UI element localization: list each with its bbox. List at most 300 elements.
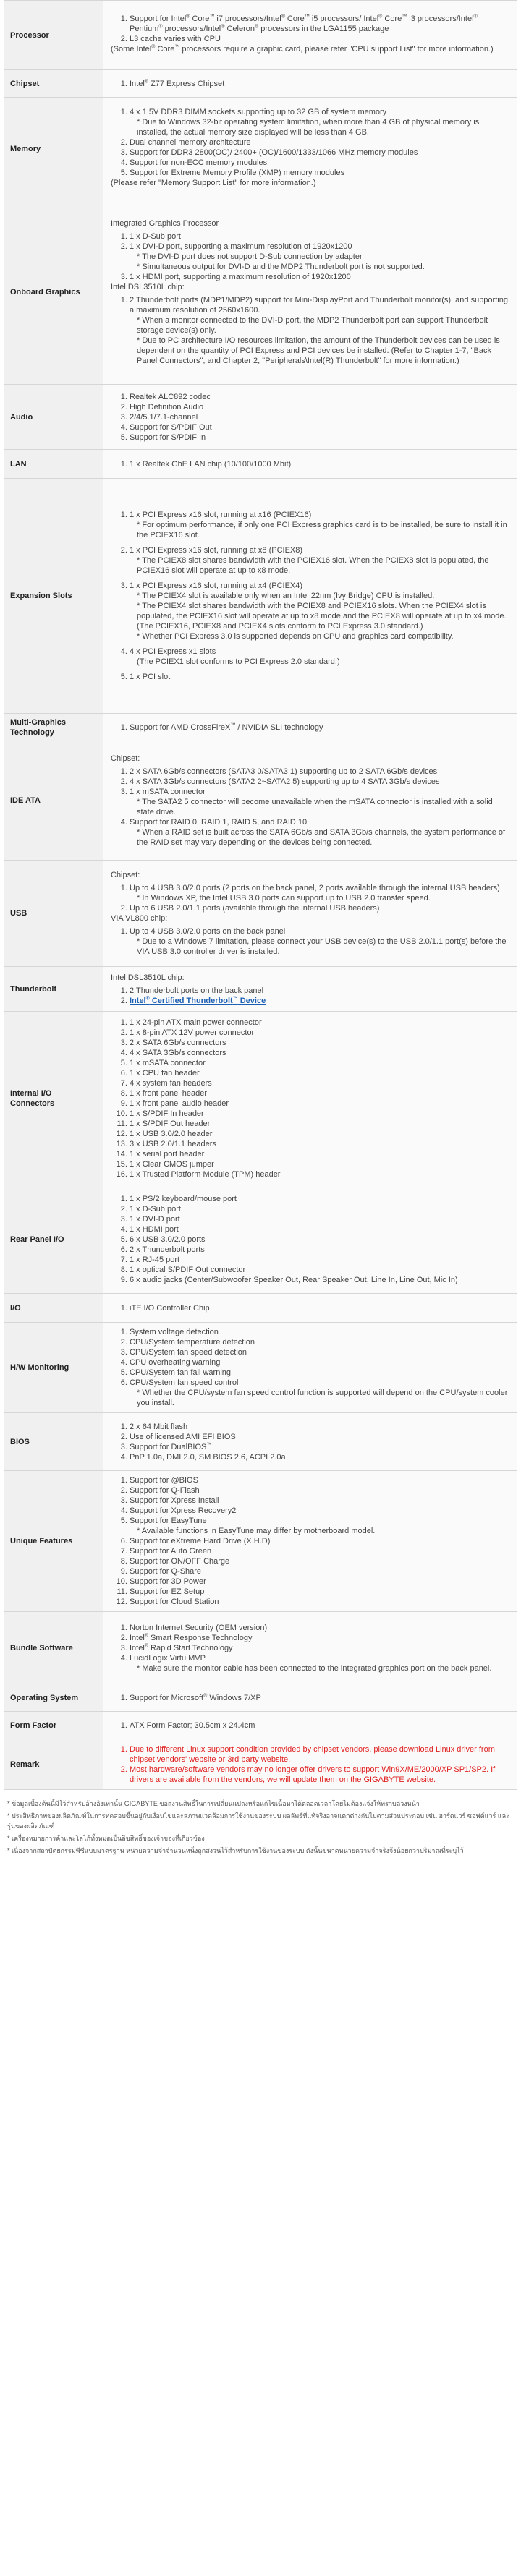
spec-list-item (130, 1028, 509, 1038)
spec-list-item (130, 1347, 509, 1357)
spec-item-text: 4 x SATA 3Gb/s connectors (130, 1048, 226, 1057)
spec-list (111, 1422, 509, 1462)
spec-label: Bundle Software (4, 1612, 103, 1684)
spec-row-multi-graphics-technology (4, 714, 517, 741)
spec-item-text: Up to 6 USB 2.0/1.1 ports (available through the internal USB headers) (130, 904, 380, 913)
spec-item-text: CPU/System fan fail warning (130, 1368, 231, 1377)
spec-row-thunderbolt (4, 967, 517, 1012)
spec-list-item (130, 1452, 509, 1462)
spec-item-text: 6 x audio jacks (Center/Subwoofer Speaker Out, Rear Speaker Out, Line In, Line Out, Mic In) (130, 1275, 458, 1284)
spec-list-item (130, 510, 509, 545)
spec-item-text: 4 x 1.5V DDR3 DIMM sockets supporting up to 32 GB of system memory (130, 107, 387, 116)
spec-list (111, 392, 509, 443)
spec-note: * Available functions in EasyTune may differ by motherboard model. (137, 1527, 376, 1535)
spec-item-text: Support for EZ Setup (130, 1587, 205, 1596)
spec-note: * Make sure the monitor cable has been connected to the integrated graphics port on the back panel. (137, 1663, 492, 1673)
spec-label: Rear Panel I/O (4, 1185, 103, 1294)
spec-row-expansion-slots (4, 479, 517, 714)
spec-list-item (130, 1587, 509, 1597)
spec-item-text: 6 x USB 3.0/2.0 ports (130, 1234, 206, 1244)
spec-label: Internal I/O Connectors (4, 1012, 103, 1185)
spec-item-text: CPU/System temperature detection (130, 1338, 255, 1347)
spec-list-item (130, 1597, 509, 1607)
spec-list (111, 14, 509, 44)
spec-item-text: Support for RAID 0, RAID 1, RAID 5, and RAID 10 (130, 818, 308, 827)
spec-list-item (130, 295, 509, 366)
spec-value (103, 1712, 517, 1739)
spec-list-item (130, 432, 509, 443)
spec-item-text: 1 x mSATA connector (130, 788, 206, 796)
spec-item-text: 1 x PCI Express x16 slot, running at x16 (PCIEX16) (130, 511, 312, 519)
spec-note: * In Windows XP, the Intel USB 3.0 ports can support up to USB 2.0 transfer speed. (137, 894, 431, 903)
spec-value (103, 479, 517, 714)
spec-value (103, 98, 517, 200)
spec-item-text: Support for AMD CrossFireX™ / NVIDIA SLI technology (130, 722, 323, 732)
spec-item-text: Use of licensed AMI EFI BIOS (130, 1432, 236, 1441)
spec-value (103, 1, 517, 70)
spec-list-item (130, 986, 509, 996)
spec-item-text: 2 x Thunderbolt ports (130, 1245, 205, 1254)
spec-row-ide-ata (4, 741, 517, 861)
spec-row-remark (4, 1739, 517, 1790)
spec-list-item (130, 148, 509, 158)
spec-label: USB (4, 861, 103, 967)
spec-list-item (130, 137, 509, 148)
spec-list-item (130, 1643, 509, 1653)
spec-list-item (130, 1159, 509, 1169)
spec-item-text: 1 x Realtek GbE LAN chip (10/100/1000 Mbit) (130, 459, 292, 469)
spec-note: (The PCIEX1 slot conforms to PCI Express 2.0 standard.) (137, 657, 340, 666)
spec-list-item (130, 545, 509, 581)
spec-label: Multi-Graphics Technology (4, 714, 103, 741)
spec-row-operating-system (4, 1684, 517, 1712)
spec-list-item (130, 1204, 509, 1214)
spec-item-text: 3 x USB 2.0/1.1 headers (130, 1139, 216, 1148)
item-spacer (130, 667, 509, 672)
spec-item-text: 1 x RJ-45 port (130, 1255, 180, 1264)
specification-table (4, 0, 517, 1790)
spec-label: Operating System (4, 1684, 103, 1712)
spec-list-item (130, 1422, 509, 1432)
spec-item-text: 1 x HDMI port, supporting a maximum resolution of 1920x1200 (130, 273, 351, 281)
spec-label: H/W Monitoring (4, 1323, 103, 1413)
spec-list-item (130, 242, 509, 272)
spec-item-text: Support for Auto Green (130, 1547, 212, 1556)
spec-value (103, 450, 517, 479)
spec-list-item (130, 926, 509, 957)
spec-label: IDE ATA (4, 741, 103, 861)
spec-list-item (130, 1048, 509, 1058)
spec-item-text: Due to different Linux support condition provided by chipset vendors, please download Linux driver from chipset vendors' website or 3rd party website. (130, 1744, 495, 1764)
spec-item-text: Support for DDR3 2800(OC)/ 2400+ (OC)/1600/1333/1066 MHz memory modules (130, 148, 418, 157)
spec-value (103, 1612, 517, 1684)
spec-row-unique-features (4, 1471, 517, 1612)
spec-value (103, 70, 517, 98)
spec-item-text: 1 x D-Sub port (130, 1204, 181, 1214)
spec-item-text: 1 x D-Sub port (130, 232, 181, 241)
spec-item-text: 1 x USB 3.0/2.0 header (130, 1129, 213, 1138)
spec-row-chipset (4, 70, 517, 98)
spec-list-item (130, 1088, 509, 1099)
spec-item-text: Support for Extreme Memory Profile (XMP) memory modules (130, 168, 345, 177)
spec-list-item (130, 1303, 509, 1313)
spec-value (103, 1185, 517, 1294)
spec-list-item (130, 1337, 509, 1347)
spec-item-text: Up to 4 USB 3.0/2.0 ports (2 ports on the back panel, 2 ports available through the internal USB headers) (130, 884, 500, 892)
spec-item-text: 1 x DVI-D port, supporting a maximum resolution of 1920x1200 (130, 242, 352, 251)
spec-list-item (130, 1327, 509, 1337)
spec-value (103, 1323, 517, 1413)
spec-item-text: ATX Form Factor; 30.5cm x 24.4cm (130, 1720, 255, 1730)
item-spacer (130, 576, 509, 581)
footnote: * ข้อมูลเบื้องต้นนี้มีไว้สำหรับอ้างอิงเท่านั้น GIGABYTE ขอสงวนสิทธิ์ในการเปลี่ยนแปลงหรือแก้ไขเนื้อหาได้ตลอดเวลาโดยไม่ต้องแจ้งให้ทราบล่วงหน้า (7, 1800, 420, 1807)
spec-value (103, 1471, 517, 1612)
spec-label: Memory (4, 98, 103, 200)
thunderbolt-device-link[interactable]: Intel® Certified Thunderbolt™ Device (130, 995, 266, 1005)
spec-item-text: 1 x front panel audio header (130, 1099, 229, 1108)
spec-list (111, 79, 509, 89)
spec-label: I/O (4, 1294, 103, 1323)
spec-item-text: High Definition Audio (130, 402, 204, 411)
spec-item-text: Intel® Smart Response Technology (130, 1632, 253, 1642)
spec-value (103, 200, 517, 385)
spec-list-item (130, 1368, 509, 1378)
spec-label: Chipset (4, 70, 103, 98)
spec-note: * When a monitor connected to the DVI-D port, the MDP2 Thunderbolt port can support Thunderbolt storage device(s) only. (137, 316, 488, 335)
spec-row-onboard-graphics (4, 200, 517, 385)
spec-item-text: 1 x serial port header (130, 1149, 205, 1159)
spec-list (111, 1744, 509, 1785)
spec-list (111, 1303, 509, 1313)
spec-list-item (130, 1506, 509, 1516)
spec-item-text: 4 x SATA 3Gb/s connectors (SATA2 2~SATA2 5) supporting up to 4 SATA 3Gb/s devices (130, 777, 440, 786)
spec-list (111, 510, 509, 682)
spec-item-text: Dual channel memory architecture (130, 137, 251, 147)
spec-list-item (130, 1496, 509, 1506)
spec-list-item (130, 1139, 509, 1149)
spec-row-audio (4, 385, 517, 450)
spec-list (111, 459, 509, 469)
spec-note: * Whether the CPU/system fan speed control function is supported will depend on the CPU/system cooler you install. (137, 1389, 508, 1407)
spec-note: * Due to a Windows 7 limitation, please connect your USB device(s) to the USB 2.0/1.1 port(s) before the VIA USB 3.0 controller driver is installed. (137, 937, 507, 956)
spec-row-h-w-monitoring (4, 1323, 517, 1413)
spec-list (111, 1623, 509, 1673)
spec-item-text: 1 x S/PDIF In header (130, 1109, 204, 1118)
spec-row-i-o (4, 1294, 517, 1323)
spec-list-item (130, 1633, 509, 1643)
spec-item-text: 1 x PCI Express x16 slot, running at x4 (PCIEX4) (130, 581, 303, 590)
spec-item-text: 4 x PCI Express x1 slots (130, 647, 216, 656)
spec-value (103, 714, 517, 741)
spec-list-item (130, 412, 509, 422)
spec-label: Form Factor (4, 1712, 103, 1739)
spec-list-item (130, 459, 509, 469)
spec-item-text: 1 x PS/2 keyboard/mouse port (130, 1194, 237, 1203)
spec-paragraph: (Some Intel® Core™ processors require a graphic card, please refer "CPU support List" for more information.) (111, 43, 494, 54)
spec-item-text: Norton Internet Security (OEM version) (130, 1623, 268, 1632)
spec-list-item (130, 1068, 509, 1078)
spec-value (103, 1012, 517, 1185)
spec-label: Remark (4, 1739, 103, 1790)
spec-value (103, 967, 517, 1012)
spec-label: BIOS (4, 1413, 103, 1471)
footnote: * เครื่องหมายการค้าและโลโก้ทั้งหมดเป็นลิขสิทธิ์ของเจ้าของที่เกี่ยวข้อง (7, 1835, 205, 1842)
spec-row-processor (4, 1, 517, 70)
spec-list-item (130, 158, 509, 168)
spec-note: * The PCIEX4 slot is available only when an Intel 22nm (Ivy Bridge) CPU is installed. (137, 592, 435, 600)
spec-row-lan (4, 450, 517, 479)
spec-note: * The PCIEX4 slot shares bandwidth with the PCIEX8 and PCIEX16 slots. When the PCIEX4 slot is populated, the PCIEX16 slot will operate at up to x8 mode and the PCIEX8 will operate at up to x4 mode. (137, 602, 507, 620)
spec-list (111, 1327, 509, 1408)
spec-list (111, 883, 509, 913)
spec-list-item (130, 581, 509, 647)
item-spacer (130, 641, 509, 647)
spec-note: * The PCIEX8 slot shares bandwidth with the PCIEX16 slot. When the PCIEX8 slot is populated, the PCIEX16 slot will operate at up to x8 mode. (137, 556, 489, 575)
spec-list-item (130, 787, 509, 817)
spec-list-item (130, 1214, 509, 1224)
spec-item-text: PnP 1.0a, DMI 2.0, SM BIOS 2.6, ACPI 2.0a (130, 1452, 286, 1462)
spec-list-item (130, 1265, 509, 1275)
spec-list-item (130, 1623, 509, 1633)
spec-item-text: Support for Microsoft® Windows 7/XP (130, 1692, 261, 1702)
spec-list-item (130, 168, 509, 178)
spec-item-text: CPU/System fan speed control (130, 1378, 239, 1387)
spec-list-item (130, 1129, 509, 1139)
spec-paragraph: Integrated Graphics Processor (111, 219, 219, 228)
spec-item-text: 1 x optical S/PDIF Out connector (130, 1265, 246, 1274)
spec-item-text: iTE I/O Controller Chip (130, 1303, 210, 1313)
spec-item-text: Support for eXtreme Hard Drive (X.H.D) (130, 1537, 271, 1545)
spec-item-text: Support for Xpress Recovery2 (130, 1506, 237, 1515)
spec-value (103, 1739, 517, 1790)
spec-list (111, 107, 509, 178)
spec-list (111, 231, 509, 282)
spec-item-text: 1 x PCI slot (130, 673, 171, 681)
spec-item-text: 1 x HDMI port (130, 1224, 179, 1234)
spec-note: * Simultaneous output for DVI-D and the MDP2 Thunderbolt port is not supported. (137, 263, 425, 271)
spec-list-item (130, 1255, 509, 1265)
spec-item-text: Support for ON/OFF Charge (130, 1557, 230, 1566)
spec-item-text: 1 x 8-pin ATX 12V power connector (130, 1028, 255, 1037)
spec-item-text: 2/4/5.1/7.1-channel (130, 412, 198, 422)
spec-list-item (130, 1099, 509, 1109)
spec-list-item (130, 777, 509, 787)
spec-list-item (130, 1224, 509, 1234)
spec-list-item (130, 1744, 509, 1765)
spec-label: Audio (4, 385, 103, 450)
spec-item-text: 1 x CPU fan header (130, 1068, 200, 1078)
spec-item-text: Support for Intel® Core™ i7 processors/Intel® Core™ i5 processors/ Intel® Core™ i3 processors/Intel® Pentium® processors/Intel® Celeron® processors in the LGA1155 package (130, 13, 478, 33)
spec-list-item (130, 402, 509, 412)
spec-list-item (130, 1058, 509, 1068)
spec-note: * For optimum performance, if only one PCI Express graphics card is to be installed, be sure to install it in the PCIEX16 slot. (137, 521, 507, 539)
spec-note: * The DVI-D port does not support D-Sub connection by adapter. (137, 252, 365, 261)
spec-note: * The SATA2 5 connector will become unavailable when the mSATA connector is installed with a solid state drive. (137, 798, 493, 816)
spec-item-text: System voltage detection (130, 1328, 219, 1336)
spec-item-text: Support for Xpress Install (130, 1496, 219, 1505)
spec-list-item (130, 34, 509, 44)
spec-list-item (130, 1149, 509, 1159)
spec-list (111, 295, 509, 366)
spec-label: Expansion Slots (4, 479, 103, 714)
spec-list-item (130, 1693, 509, 1703)
spec-paragraph: Chipset: (111, 871, 140, 879)
spec-value (103, 1684, 517, 1712)
spec-list-item (130, 272, 509, 282)
spec-item-text: 1 x DVI-D port (130, 1214, 180, 1224)
spec-list-item (130, 767, 509, 777)
spec-list-item (130, 107, 509, 137)
spec-paragraph: Chipset: (111, 754, 140, 763)
spec-list-item (130, 1577, 509, 1587)
spec-list-item (130, 1556, 509, 1566)
spec-label: Unique Features (4, 1471, 103, 1612)
spec-item-text: 2 x 64 Mbit flash (130, 1422, 188, 1431)
spec-label: Onboard Graphics (4, 200, 103, 385)
spec-item-text: Up to 4 USB 3.0/2.0 ports on the back panel (130, 927, 286, 936)
spec-item-text: LucidLogix Virtu MVP (130, 1653, 206, 1663)
spec-list-item (130, 14, 509, 34)
spec-item-text: Intel® Rapid Start Technology (130, 1642, 233, 1652)
spec-list (111, 1194, 509, 1285)
spec-item-text: Support for DualBIOS™ (130, 1441, 212, 1451)
spec-paragraph: Intel DSL3510L chip: (111, 973, 185, 982)
spec-item-text: L3 cache varies with CPU (130, 34, 221, 43)
specification-rows (4, 1, 517, 1790)
spec-label: Processor (4, 1, 103, 70)
spec-item-text: Intel® Z77 Express Chipset (130, 78, 225, 88)
spec-paragraph: (Please refer "Memory Support List" for more information.) (111, 178, 316, 187)
spec-list-item (130, 1516, 509, 1536)
spec-list (111, 1018, 509, 1180)
spec-list-item (130, 1485, 509, 1496)
spec-row-form-factor (4, 1712, 517, 1739)
spec-value (103, 385, 517, 450)
spec-list-item (130, 883, 509, 903)
spec-list (111, 767, 509, 848)
spec-item-text: Support for Q-Flash (130, 1486, 200, 1495)
spec-list (111, 1693, 509, 1703)
spec-row-bundle-software (4, 1612, 517, 1684)
spec-list-item (130, 392, 509, 402)
spec-list-item (130, 1018, 509, 1028)
spec-item-text: Support for S/PDIF In (130, 432, 206, 442)
spec-value (103, 741, 517, 861)
spec-item-text: Most hardware/software vendors may no longer offer drivers to support Win9X/ME/2000/XP SP1/SP2. If drivers are available from the vendors, we will update them on the GIGABYTE website. (130, 1765, 496, 1784)
spec-item-text: 1 x 24-pin ATX main power connector (130, 1018, 262, 1027)
spec-row-internal-i-o-connectors (4, 1012, 517, 1185)
spec-item-text: 1 x PCI Express x16 slot, running at x8 (PCIEX8) (130, 546, 303, 555)
spec-list (111, 722, 509, 733)
spec-paragraph: Intel DSL3510L chip: (111, 283, 185, 291)
spec-list-item (130, 817, 509, 848)
spec-list-item (130, 647, 509, 672)
spec-value (103, 1413, 517, 1471)
spec-item-text: Support for Q-Share (130, 1567, 202, 1576)
spec-list-item (130, 1765, 509, 1785)
spec-item-text: CPU/System fan speed detection (130, 1348, 247, 1357)
spec-item-text: Support for S/PDIF Out (130, 422, 212, 432)
spec-item-text: 1 x Clear CMOS jumper (130, 1159, 214, 1169)
spec-item-text: 1 x front panel header (130, 1088, 208, 1098)
spec-list (111, 986, 509, 1006)
spec-list-item (130, 1245, 509, 1255)
spec-list (111, 926, 509, 957)
spec-label: Thunderbolt (4, 967, 103, 1012)
spec-item-text: Support for EasyTune (130, 1517, 207, 1525)
spec-list-item (130, 1566, 509, 1577)
spec-item-text: Realtek ALC892 codec (130, 392, 211, 401)
spec-note: * When a RAID set is built across the SATA 6Gb/s and SATA 3Gb/s channels, the system performance of the RAID set may vary depending on the devices being connected. (137, 828, 506, 847)
spec-list-item (130, 1169, 509, 1180)
spec-row-bios (4, 1413, 517, 1471)
spec-list-item (130, 1109, 509, 1119)
spec-item-text: 2 Thunderbolt ports on the back panel (130, 986, 264, 995)
spec-list-item[interactable] (130, 996, 509, 1006)
spec-list-item (130, 903, 509, 913)
spec-note: * Due to PC architecture I/O resources limitation, the amount of the Thunderbolt devices can be used is dependent on the quantity of PCI Express and PCI devices be installed. (Refer to Chapter 1-7, "Back Panel Connectors", and Chapter 2, "Peripherals\Intel(R) Thunderbolt" for more information.) (137, 336, 500, 365)
spec-list-item (130, 1546, 509, 1556)
spec-list-item (130, 1234, 509, 1245)
spec-row-rear-panel-i-o (4, 1185, 517, 1294)
spec-list-item (130, 1038, 509, 1048)
spec-list (111, 1720, 509, 1731)
spec-list-item (130, 1119, 509, 1129)
spec-item-text: Support for 3D Power (130, 1577, 206, 1586)
spec-note: * Whether PCI Express 3.0 is supported depends on CPU and graphics card compatibility. (137, 632, 454, 641)
spec-list-item (130, 1194, 509, 1204)
spec-item-text: 1 x mSATA connector (130, 1058, 206, 1067)
spec-item-text: 2 x SATA 6Gb/s connectors (SATA3 0/SATA3 1) supporting up to 2 SATA 6Gb/s devices (130, 767, 438, 776)
spec-list-item (130, 1536, 509, 1546)
spec-item-text: 2 Thunderbolt ports (MDP1/MDP2) support for Mini-DisplayPort and Thunderbolt monitor(s), and supporting a maximum resolution of 2560x1600. (130, 296, 508, 315)
spec-row-usb (4, 861, 517, 967)
spec-item-text: Support for non-ECC memory modules (130, 158, 268, 167)
item-spacer (130, 540, 509, 545)
spec-item-text: 4 x system fan headers (130, 1078, 212, 1088)
spec-list-item (130, 1653, 509, 1673)
spec-item-text: 1 x S/PDIF Out header (130, 1119, 211, 1128)
spec-list-item (130, 1275, 509, 1285)
spec-value (103, 1294, 517, 1323)
spec-list-item (130, 1475, 509, 1485)
spec-item-text: 2 x SATA 6Gb/s connectors (130, 1038, 226, 1047)
spec-item-text: Support for Cloud Station (130, 1598, 219, 1606)
spec-value (103, 861, 517, 967)
spec-list-item (130, 422, 509, 432)
spec-list-item (130, 231, 509, 242)
spec-note: (The PCIEX16, PCIEX8 and PCIEX4 slots conform to PCI Express 3.0 standard.) (137, 622, 423, 631)
spec-list-item (130, 1078, 509, 1088)
spec-list-item (130, 672, 509, 682)
spec-list-item (130, 1720, 509, 1731)
spec-list-item (130, 1357, 509, 1368)
footnotes (7, 1799, 514, 1856)
spec-list-item (130, 1442, 509, 1452)
footnote: * ประสิทธิภาพของผลิตภัณฑ์ในการทดสอบขึ้นอยู่กับเงื่อนไขและสภาพแวดล้อมการใช้งานของระบบ ผลลัพธ์ที่แท้จริงอาจแตกต่างกันไปตามส่วนประกอบ เช่น ฮาร์ดแวร์ ซอฟต์แวร์ และรุ่นของผลิตภัณฑ์ (7, 1812, 509, 1830)
spec-list-item (130, 1432, 509, 1442)
spec-item-text: Support for @BIOS (130, 1476, 198, 1485)
spec-note: * Due to Windows 32-bit operating system limitation, when more than 4 GB of physical memory is installed, the actual memory size displayed will be less than 4 GB. (137, 117, 480, 137)
spec-row-memory (4, 98, 517, 200)
spec-list-item (130, 722, 509, 733)
spec-list-item (130, 1378, 509, 1408)
footnote: * เนื่องจากสถาปัตยกรรมพีซีแบบมาตรฐาน หน่วยความจำจำนวนหนึ่งถูกสงวนไว้สำหรับการใช้งานของระบบ ดังนั้นขนาดหน่วยความจำจริงจึงน้อยกว่าปริมาณที่ระบุไว้ (7, 1847, 464, 1854)
spec-list (111, 1475, 509, 1607)
spec-list-item (130, 79, 509, 89)
spec-paragraph: VIA VL800 chip: (111, 914, 168, 923)
spec-item-text: 1 x Trusted Platform Module (TPM) header (130, 1169, 281, 1179)
